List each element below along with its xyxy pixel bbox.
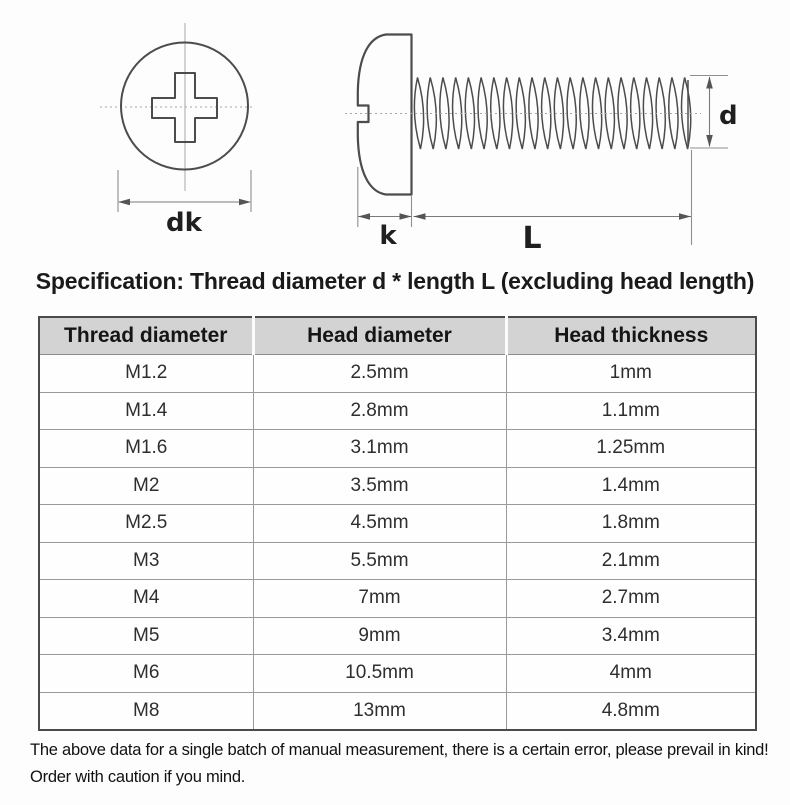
thread-diameter-dimension [690,76,738,149]
cell-head-thickness: 1.1mm [506,392,756,430]
table-row [39,542,756,580]
cell-thread-diameter: M1.2 [39,355,253,393]
screw-diagram-svg [0,0,790,256]
cell-thread-diameter: M2 [39,467,253,505]
cell-head-thickness: 2.1mm [506,542,756,580]
screw-side-view [345,35,701,195]
cell-head-thickness: 1.25mm [506,430,756,468]
cell-thread-diameter: M6 [39,655,253,693]
head-thickness-label: k [379,221,397,251]
cell-thread-diameter: M3 [39,542,253,580]
table-row [39,430,756,468]
column-header-thread-diameter: Thread diameter [39,317,253,355]
cell-head-diameter: 9mm [253,617,506,655]
cell-thread-diameter: M4 [39,580,253,618]
screw-dimension-diagram [0,0,790,256]
table-row [39,467,756,505]
cell-head-thickness: 3.4mm [506,617,756,655]
table-header-row [39,317,756,355]
specification-heading: Specification: Thread diameter d * length L (excluding head length) [35,268,755,294]
length-dimension [414,150,692,256]
cell-head-thickness: 1.8mm [506,505,756,543]
table-row [39,392,756,430]
cell-head-thickness: 4.8mm [506,692,756,730]
cell-head-thickness: 4mm [506,655,756,693]
table-body [39,355,756,731]
cell-head-thickness: 2.7mm [506,580,756,618]
column-header-head-thickness: Head thickness [506,317,756,355]
cell-thread-diameter: M5 [39,617,253,655]
cell-thread-diameter: M8 [39,692,253,730]
table-row [39,355,756,393]
head-diameter-label: dk [166,208,202,238]
thread-diameter-label: d [719,101,738,131]
cell-head-diameter: 7mm [253,580,506,618]
cell-head-diameter: 4.5mm [253,505,506,543]
cell-thread-diameter: M1.6 [39,430,253,468]
cell-head-diameter: 2.5mm [253,355,506,393]
table-row [39,655,756,693]
table-row [39,580,756,618]
cell-head-diameter: 10.5mm [253,655,506,693]
cell-head-diameter: 2.8mm [253,392,506,430]
cell-head-diameter: 5.5mm [253,542,506,580]
disclaimer-text: The above data for a single batch of manual measurement, there is a certain error, please prevail in kind! Order with caution if you mind. [30,741,769,786]
table-row [39,617,756,655]
cell-head-thickness: 1mm [506,355,756,393]
pan-head-profile [358,35,412,195]
column-header-head-diameter: Head diameter [253,317,506,355]
cell-head-diameter: 3.5mm [253,467,506,505]
table-row [39,505,756,543]
length-label: L [522,221,542,256]
table-row [39,692,756,730]
cell-head-diameter: 3.1mm [253,430,506,468]
cell-head-thickness: 1.4mm [506,467,756,505]
spec-table [38,316,757,731]
cell-head-diameter: 13mm [253,692,506,730]
cell-thread-diameter: M2.5 [39,505,253,543]
screw-front-view [100,23,254,191]
cell-thread-diameter: M1.4 [39,392,253,430]
